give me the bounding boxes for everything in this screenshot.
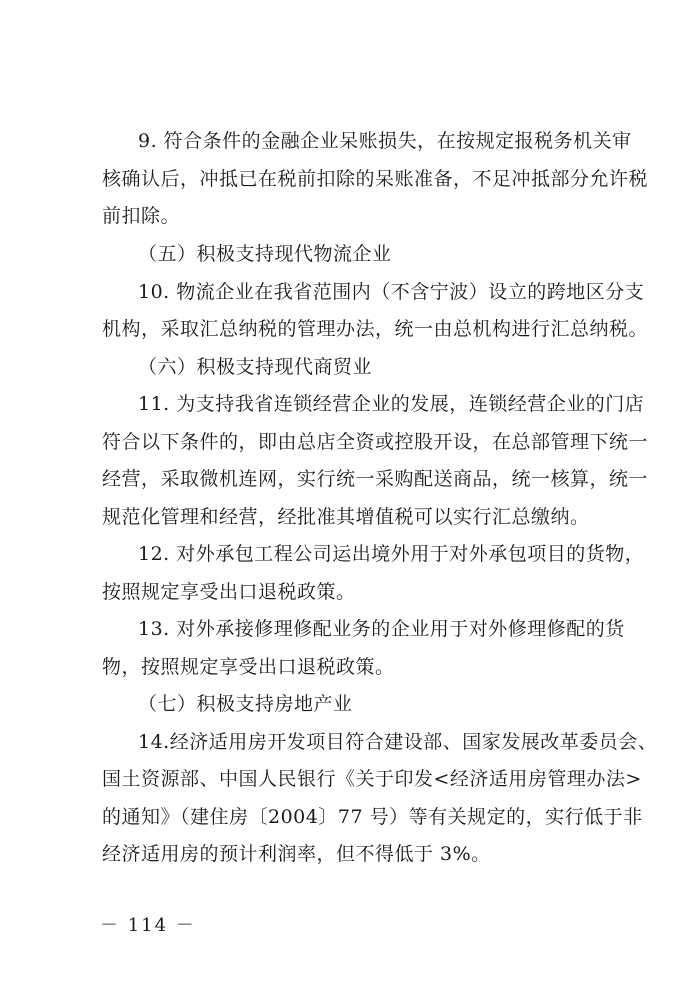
paragraph-13-line-1: 13. 对外承接修理修配业务的企业用于对外修理修配的货 [138, 618, 625, 640]
paragraph-11-line-4: 规范化管理和经营，经批准其增值税可以实行汇总缴纳。 [102, 506, 590, 528]
section-heading-6: （六）积极支持现代商贸业 [138, 356, 373, 378]
paragraph-14-line-2: 国土资源部、中国人民银行《关于印发<经济适用房管理办法> [102, 768, 642, 790]
paragraph-12-line-1: 12. 对外承包工程公司运出境外用于对外承包项目的货物， [138, 543, 645, 565]
page-number: － 114 － [100, 915, 196, 936]
paragraph-14-line-4: 经济适用房的预计利润率，但不得低于 3%。 [102, 843, 491, 865]
paragraph-14-line-3: 的通知》（建住房〔2004〕77 号）等有关规定的，实行低于非 [102, 806, 643, 828]
paragraph-10-line-1: 10. 物流企业在我省范围内（不含宁波）设立的跨地区分支 [138, 281, 645, 303]
paragraph-11-line-3: 经营，采取微机连网，实行统一采购配送商品，统一核算，统一 [102, 468, 649, 490]
section-heading-5: （五）积极支持现代物流企业 [138, 243, 392, 265]
section-heading-7: （七）积极支持房地产业 [138, 693, 353, 715]
paragraph-13-line-2: 物，按照规定享受出口退税政策。 [102, 656, 395, 678]
paragraph-9-line-1: 9. 符合条件的金融企业呆账损失，在按规定报税务机关审 [138, 130, 632, 152]
paragraph-11-line-2: 符合以下条件的，即由总店全资或控股开设，在总部管理下统一 [102, 431, 649, 453]
paragraph-14-line-1: 14.经济适用房开发项目符合建设部、国家发展改革委员会、 [138, 731, 658, 753]
paragraph-10-line-2: 机构，采取汇总纳税的管理办法，统一由总机构进行汇总纳税。 [102, 318, 649, 340]
paragraph-12-line-2: 按照规定享受出口退税政策。 [102, 581, 356, 603]
paragraph-9-line-2: 核确认后，冲抵已在税前扣除的呆账准备，不足冲抵部分允许税 [102, 168, 649, 190]
paragraph-9-line-3: 前扣除。 [102, 205, 181, 227]
paragraph-11-line-1: 11. 为支持我省连锁经营企业的发展，连锁经营企业的门店 [138, 393, 645, 415]
